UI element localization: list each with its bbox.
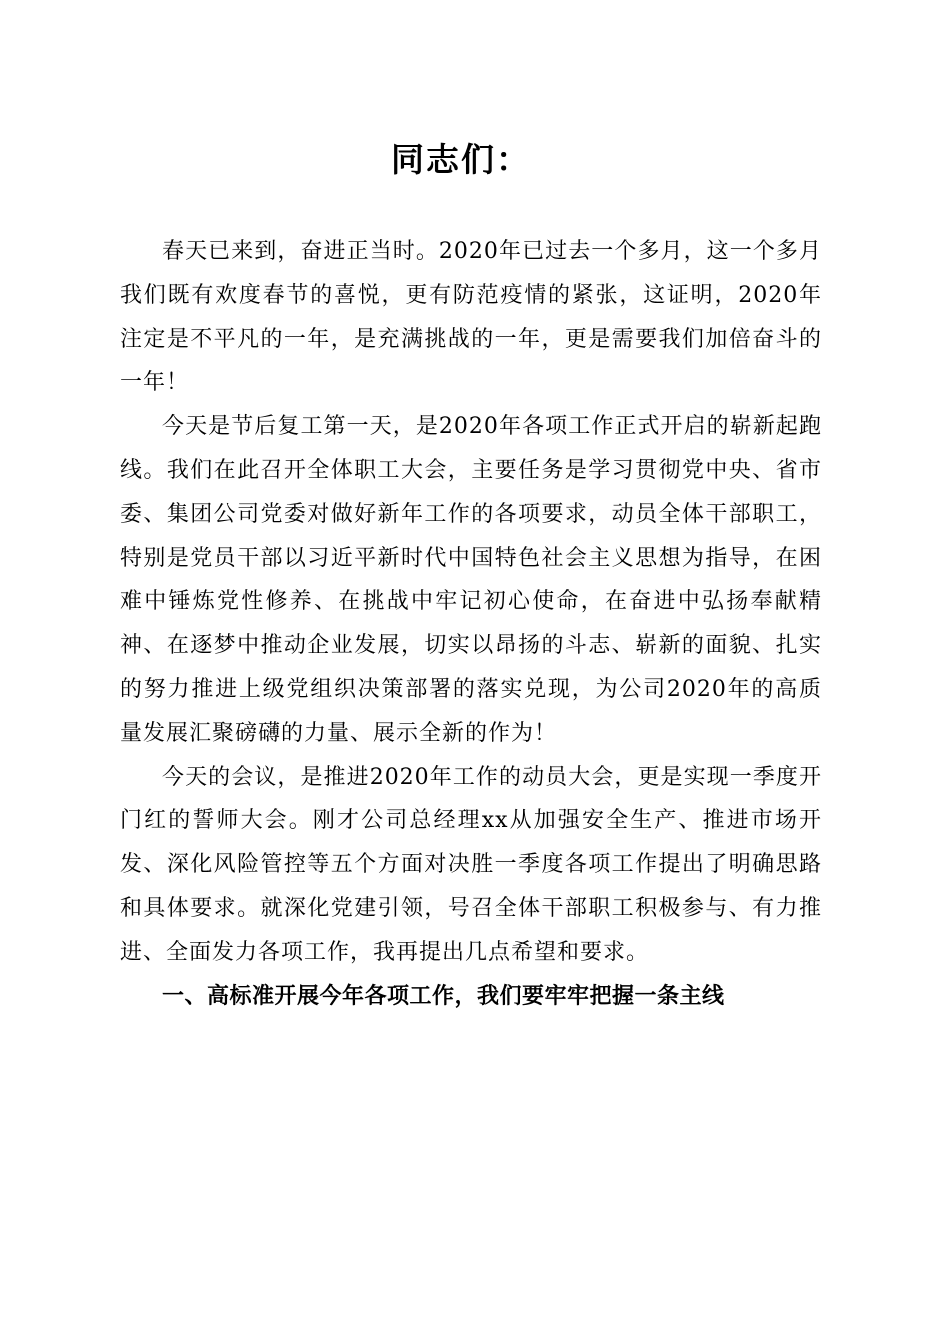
document-body (120, 230, 822, 1018)
section-heading: 一、高标准开展今年各项工作，我们要牢牢把握一条主线 (162, 983, 725, 1009)
paragraph-1: 春天已来到，奋进正当时。2020年已过去一个多月，这一个多月我们既有欢度春节的喜悦，更有防范疫情的紧张，这证明，2020年注定是不平凡的一年，是充满挑战的一年，更是需要我们加倍奋斗的一年！ (120, 239, 822, 396)
paragraph-2: 今天是节后复工第一天，是2020年各项工作正式开启的崭新起跑线。我们在此召开全体职工大会，主要任务是学习贯彻党中央、省市委、集团公司党委对做好新年工作的各项要求，动员全体干部职工，特别是党员干部以习近平新时代中国特色社会主义思想为指导，在困难中锤炼党性修养、在挑战中牢记初心使命，在奋进中弘扬奉献精神、在逐梦中推动企业发展，切实以昂扬的斗志、崭新的面貌、扎实的努力推进上级党组织决策部署的落实兑现，为公司2020年的高质量发展汇聚磅礴的力量、展示全新的作为！ (120, 414, 822, 746)
paragraph-3: 今天的会议，是推进2020年工作的动员大会，更是实现一季度开门红的誓师大会。刚才公司总经理xx从加强安全生产、推进市场开发、深化风险管控等五个方面对决胜一季度各项工作提出了明确思路和具体要求。就深化党建引领，号召全体干部职工积极参与、有力推进、全面发力各项工作，我再提出几点希望和要求。 (120, 764, 822, 965)
page-title: 同志们： (391, 140, 531, 179)
